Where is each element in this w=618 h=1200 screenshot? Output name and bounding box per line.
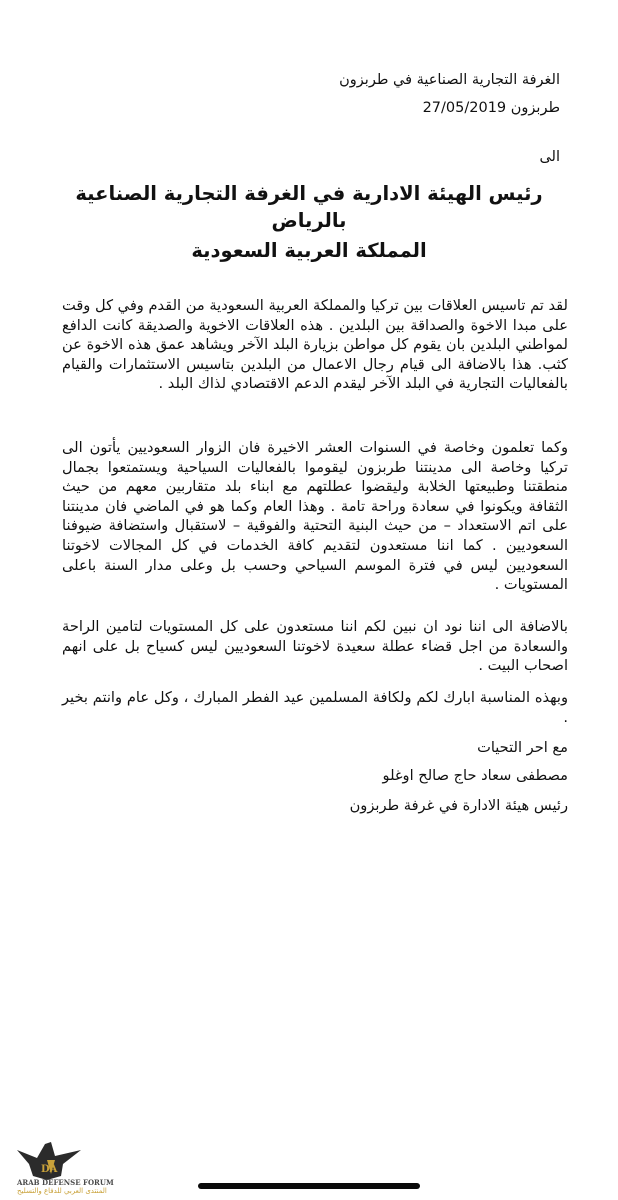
- recipient-line-1: رئيس الهيئة الادارية في الغرفة التجارية الصناعية: [75, 182, 543, 205]
- to-label: الى: [539, 149, 560, 165]
- recipient-line-2: بالرياض: [271, 209, 347, 232]
- body-paragraph-3: بالاضافة الى اننا نود ان نبين لكم اننا مستعدون على كل المستويات لتامين الراحة والسعادة من اجل قضاء عطلة سعيدة لاخوتنا السعوديين ليس كسياح بل على انهم اصحاب البيت .: [62, 618, 568, 675]
- sender-organization: الغرفة التجارية الصناعية في طربزون: [339, 72, 560, 88]
- recipient-line-3: المملكة العربية السعودية: [191, 239, 427, 262]
- watermark-logo: [3, 1130, 113, 1200]
- letter-place-date: طربزون 27/05/2019: [422, 100, 560, 116]
- watermark-name-ar: المنتدى العربي للدفاع والتسليح: [17, 1187, 107, 1195]
- home-indicator[interactable]: [198, 1183, 420, 1189]
- body-paragraph-4: وبهذه المناسبة ابارك لكم ولكافة المسلمين عيد الفطر المبارك ، وكل عام وانتم بخير .: [62, 689, 568, 726]
- watermark-name-en: ARAB DEFENSE FORUM: [17, 1178, 114, 1187]
- body-paragraph-2: وكما تعلمون وخاصة في السنوات العشر الاخيرة فان الزوار السعوديين يأتون الى تركيا وخاصة الى مدينتنا طربزون ليقوموا بالفعاليات السياحية ويستمتعوا بجمال منطقتنا وطبيعتها الخلابة وليقضوا عطلتهم مع ابناء بلد متقاربين معهم من حيث الثقافة ويكونوا في سعادة وراحة تامة . وهذا العام وكما هو في الماضي فان مدينتنا على اتم الاستعداد – من حيث البنية التحتية والفوقية – لاستقبال واستضافة ضيوفنا السعوديين . كما اننا مستعدون لتقديم كافة الخدمات في كل المجالات لاخوتنا السعوديين ليس في فترة الموسم السياحي وحسب بل وعلى مدار السنة باعلى المستويات .: [62, 439, 568, 594]
- body-paragraph-1: لقد تم تاسيس العلاقات بين تركيا والمملكة العربية السعودية من القدم وفي كل وقت على مبدا الاخوة والصداقة بين البلدين . هذه العلاقات الاخوية والصديقة كانت الدافع لمواطني البلدين بان يقوم كل مواطن بزيارة البلد الآخر ويشاهد عمق هذه الاخوة عن كثب. هذا بالاضافة الى قيام رجال الاعمال من البلدين بتاسيس الاستثمارات والقيام بالفعاليات التجارية في البلد الآخر ليقدم الدعم الاقتصادي لذاك البلد .: [62, 297, 568, 393]
- signer-name: مصطفى سعاد حاج صالح اوغلو: [382, 767, 568, 784]
- watermark-initials: DA: [41, 1164, 58, 1175]
- closing-greeting: مع احر التحيات: [477, 739, 568, 756]
- signer-title: رئيس هيئة الادارة في غرفة طربزون: [349, 797, 568, 814]
